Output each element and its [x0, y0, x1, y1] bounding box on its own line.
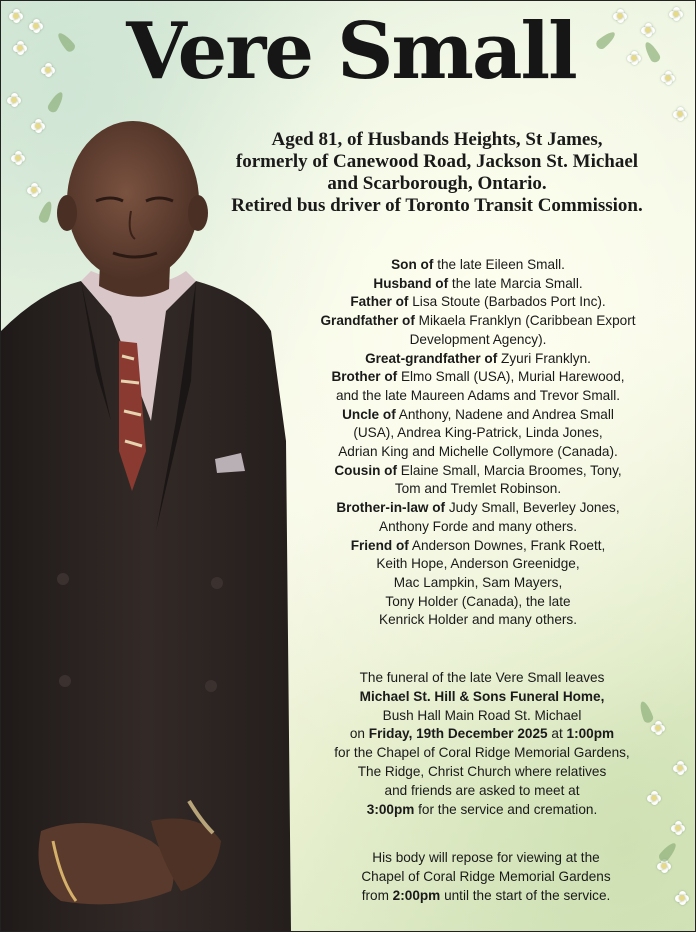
- relation-line: [271, 406, 685, 425]
- funeral-line: The funeral of the late Vere Small leaves: [359, 670, 605, 685]
- repose-line: Chapel of Coral Ridge Memorial Gardens: [361, 868, 611, 884]
- relation-line: [271, 312, 685, 331]
- deceased-name: Vere Small: [126, 6, 576, 97]
- relation-text: Zyuri Franklyn.: [501, 350, 591, 366]
- relation-label: Uncle of: [342, 406, 396, 422]
- intro-line: Retired bus driver of Toronto Transit Commission.: [231, 195, 643, 216]
- relation-text: (USA), Andrea King-Patrick, Linda Jones,: [353, 425, 603, 441]
- funeral-line: Bush Hall Main Road St. Michael: [382, 707, 582, 723]
- funeral-details: [293, 669, 671, 819]
- relation-line: [271, 518, 685, 537]
- relation-label: Brother-in-law of: [336, 500, 446, 516]
- relation-text: Lisa Stoute (Barbados Port Inc).: [412, 294, 606, 310]
- relation-line: [271, 611, 685, 630]
- relation-text: Anthony Forde and many others.: [379, 518, 577, 534]
- relation-text: the late Marcia Small.: [451, 275, 583, 291]
- repose-time: 2:00pm: [392, 887, 441, 903]
- relation-text: Anderson Downes, Frank Roett,: [411, 537, 606, 553]
- relation-text: Tony Holder (Canada), the late: [385, 593, 571, 609]
- relation-text: Keith Hope, Anderson Greenidge,: [376, 556, 580, 572]
- repose-rest: until the start of the service.: [444, 887, 611, 903]
- relation-line: [271, 293, 685, 312]
- relation-line: [271, 462, 685, 481]
- repose-line: His body will repose for viewing at the: [372, 850, 600, 865]
- relation-line: [271, 387, 685, 406]
- relation-line: [271, 368, 685, 387]
- funeral-date: Friday, 19th December 2025: [368, 726, 548, 742]
- service-time: 3:00pm: [366, 801, 415, 817]
- funeral-line: The Ridge, Christ Church where relatives: [357, 763, 607, 779]
- funeral-line: for the Chapel of Coral Ridge Memorial Gardens,: [334, 745, 630, 761]
- relation-text: the late Eileen Small.: [437, 257, 565, 272]
- relation-label: Brother of: [331, 369, 398, 385]
- relation-label: Father of: [350, 294, 409, 310]
- repose-word: from: [361, 887, 389, 903]
- relation-line: [271, 593, 685, 612]
- relation-text: and the late Maureen Adams and Trevor Small.: [335, 387, 621, 403]
- intro-block: [197, 129, 677, 217]
- intro-line: formerly of Canewood Road, Jackson St. Michael: [235, 151, 639, 172]
- relation-line: [271, 331, 685, 350]
- funeral-home: Michael St. Hill & Sons Funeral Home,: [359, 688, 605, 704]
- relation-text: Judy Small, Beverley Jones,: [448, 500, 620, 516]
- relation-label: Friend of: [350, 537, 409, 553]
- relation-line: [271, 256, 685, 275]
- relation-line: [271, 275, 685, 294]
- relation-line: [271, 555, 685, 574]
- repose-details: [301, 849, 671, 905]
- relation-line: [271, 537, 685, 556]
- service-text: for the service and cremation.: [418, 801, 598, 817]
- funeral-line: and friends are asked to meet at: [384, 782, 580, 798]
- funeral-word: on: [349, 726, 365, 742]
- relation-text: Elaine Small, Marcia Broomes, Tony,: [400, 462, 622, 478]
- funeral-word: at: [551, 726, 563, 742]
- intro-line: Aged 81, of Husbands Heights, St James,: [271, 129, 603, 150]
- relation-line: [271, 499, 685, 518]
- relation-text: Kenrick Holder and many others.: [379, 612, 577, 628]
- relation-line: [271, 350, 685, 369]
- relation-label: Cousin of: [334, 462, 398, 478]
- relation-label: Great-grandfather of: [365, 350, 498, 366]
- relation-text: Elmo Small (USA), Murial Harewood,: [400, 369, 625, 385]
- relation-line: [271, 574, 685, 593]
- relation-line: [271, 480, 685, 499]
- funeral-time: 1:00pm: [566, 726, 615, 742]
- relation-text: Adrian King and Michelle Collymore (Canada).: [338, 444, 618, 460]
- relation-line: [271, 443, 685, 462]
- relation-text: Tom and Tremlet Robinson.: [394, 481, 562, 497]
- relation-label: Grandfather of: [320, 313, 415, 329]
- relation-text: Development Agency).: [409, 331, 547, 347]
- relation-label: Husband of: [373, 275, 449, 291]
- intro-line: and Scarborough, Ontario.: [327, 173, 547, 194]
- relation-text: Anthony, Nadene and Andrea Small: [398, 406, 614, 422]
- portrait-photo: [1, 121, 301, 932]
- relation-label: Son of: [391, 257, 434, 272]
- relation-line: [271, 424, 685, 443]
- relations-list: [271, 256, 685, 630]
- relation-text: Mikaela Franklyn (Caribbean Export: [418, 313, 636, 329]
- relation-text: Mac Lampkin, Sam Mayers,: [393, 574, 563, 590]
